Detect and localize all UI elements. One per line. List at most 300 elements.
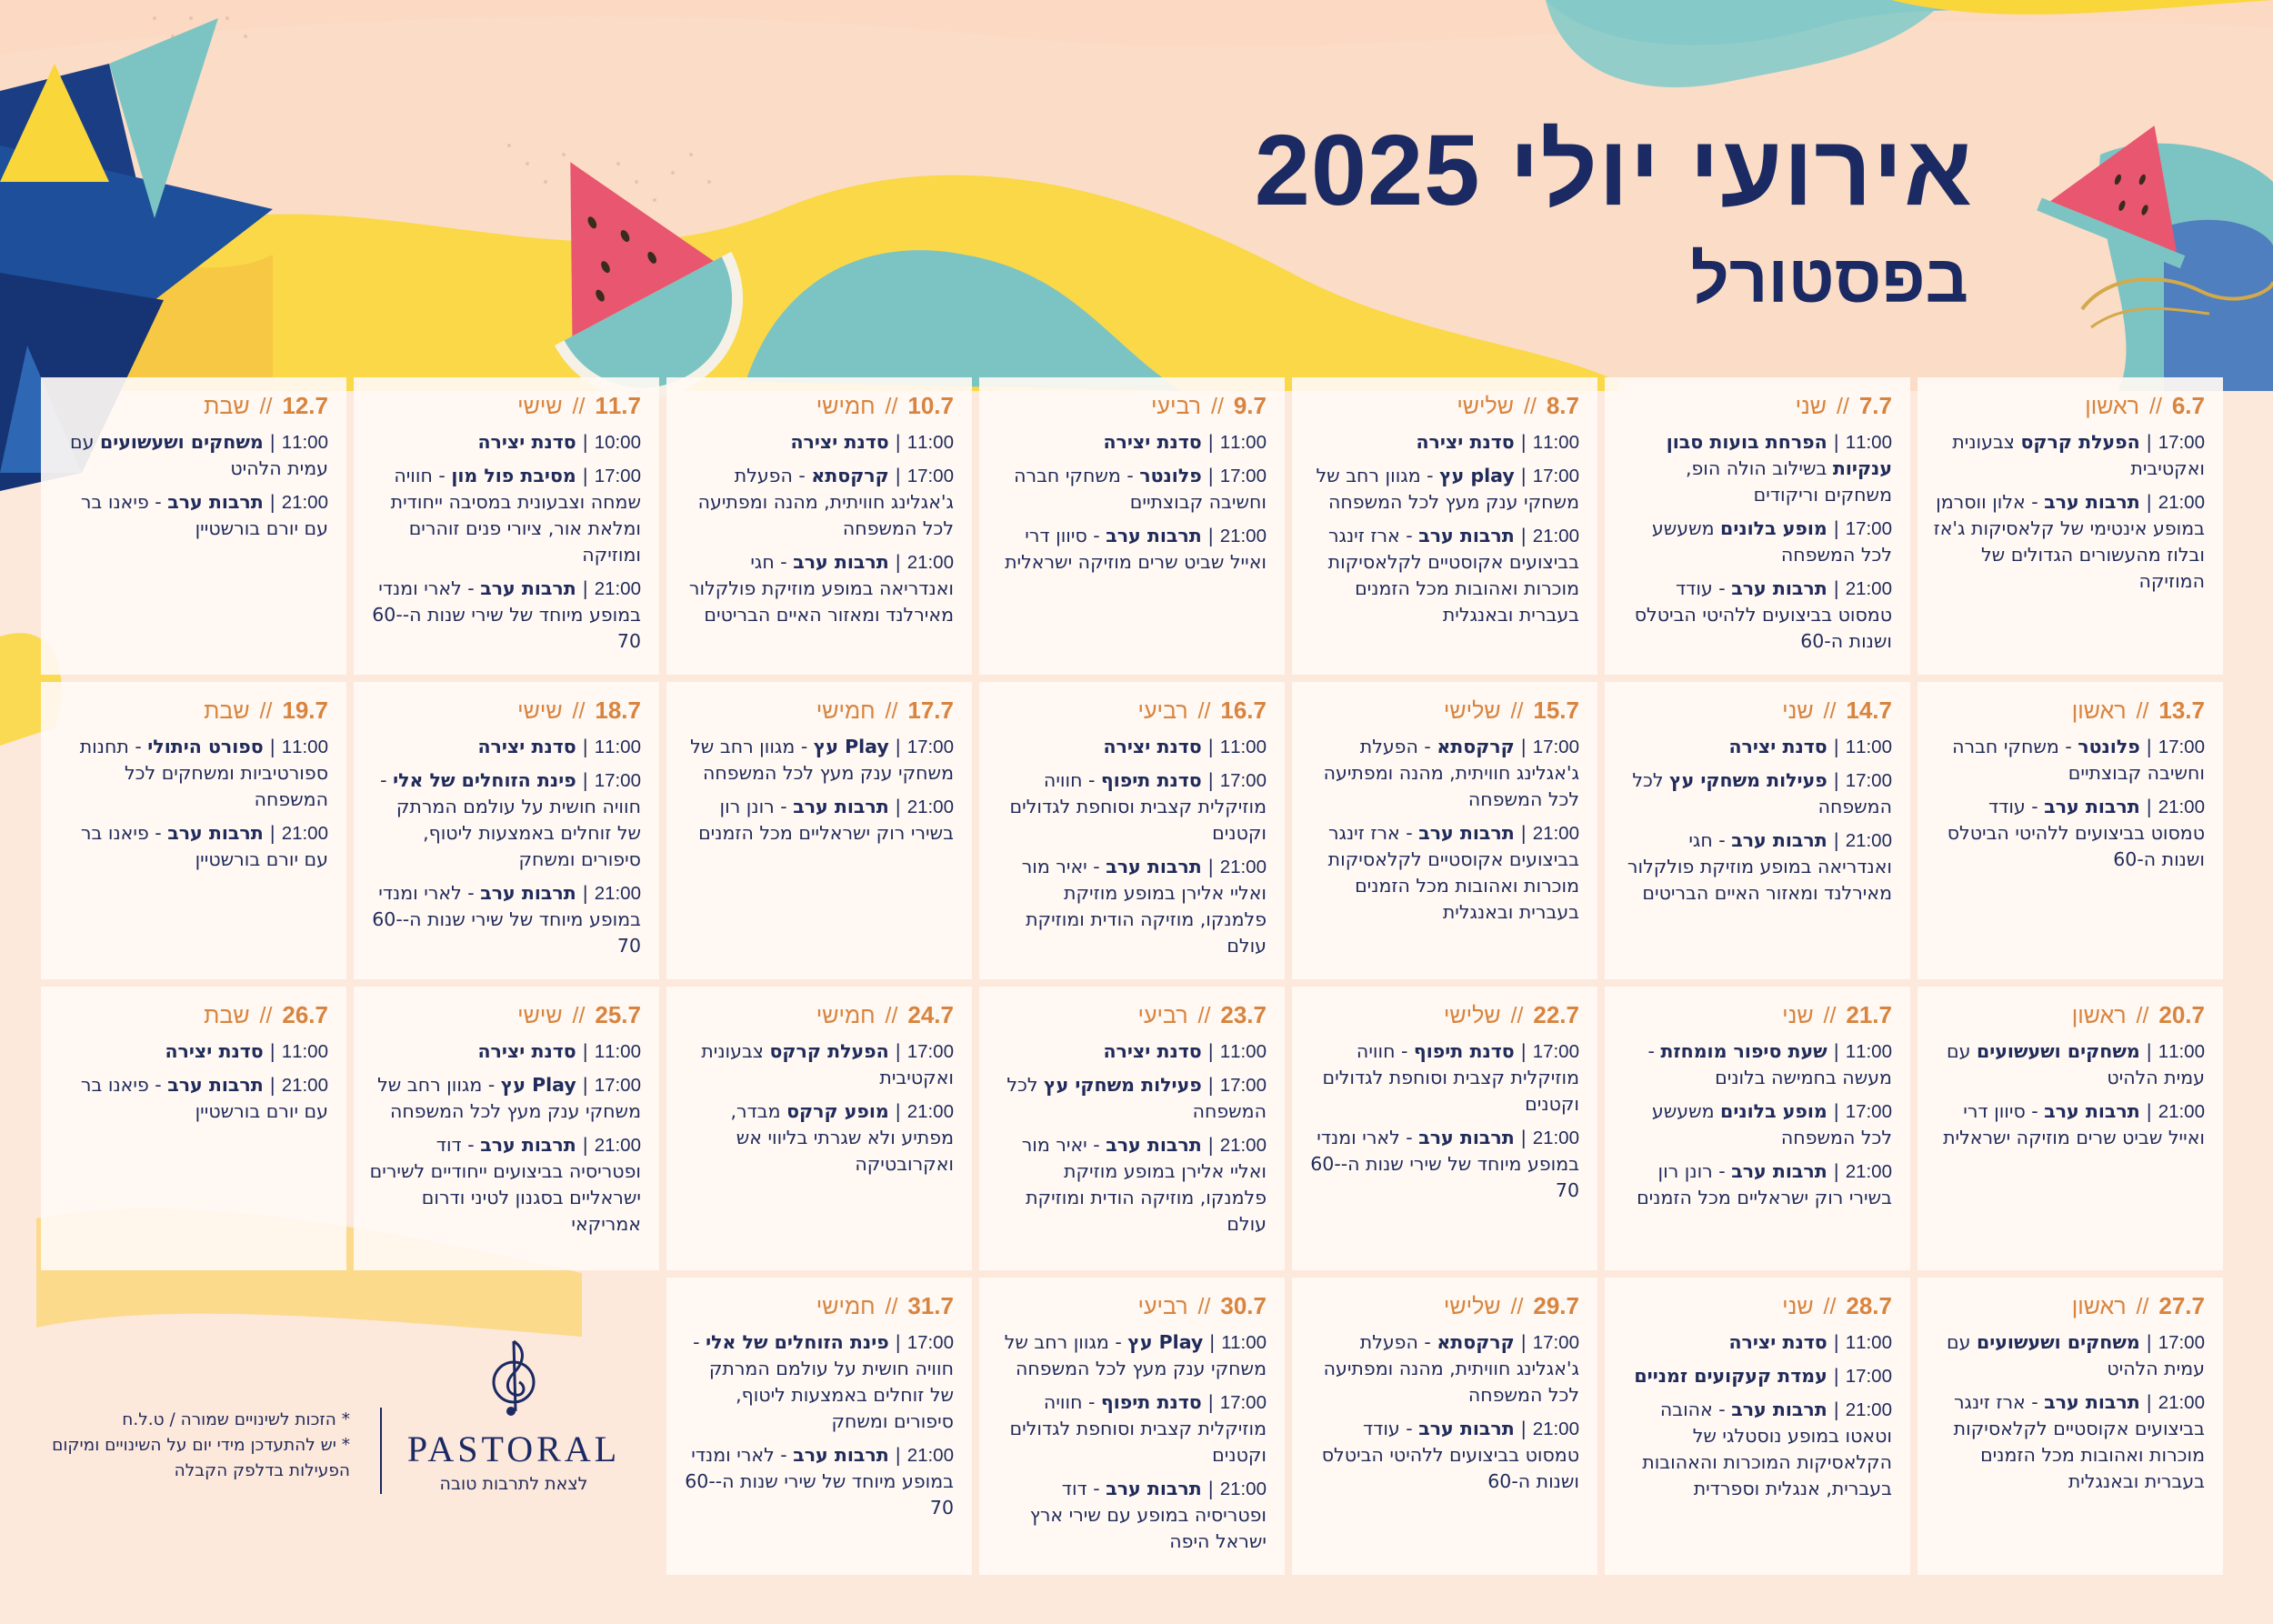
event-name: סדנת יצירה — [1103, 431, 1202, 453]
event-time: 17:00 — [1532, 466, 1579, 486]
event-description: - דוד ופטריסיה במופע עם שירי ארץ ישראל היפה — [1029, 1478, 1267, 1552]
day-header — [681, 1292, 954, 1320]
event-time: 17:00 — [594, 770, 641, 791]
day-name: רביעי — [1150, 394, 1202, 419]
day-name: שישי — [517, 394, 563, 419]
event-name: מופע קרקס — [786, 1100, 889, 1122]
event-item — [1619, 1363, 1892, 1389]
day-separator: // — [253, 394, 279, 419]
day-cell — [979, 377, 1285, 675]
event-item — [368, 880, 641, 959]
day-separator: // — [878, 394, 905, 419]
day-header — [1932, 392, 2205, 420]
event-time-separator: | — [1201, 1074, 1220, 1096]
day-cell — [1918, 1278, 2223, 1575]
event-name: שעת סיפור מומחזת — [1660, 1040, 1827, 1062]
event-name: סדנת יצירה — [1728, 1331, 1827, 1353]
event-time-separator: | — [263, 491, 282, 513]
event-time: 21:00 — [1219, 1479, 1267, 1499]
event-item — [1619, 429, 1892, 508]
event-description: - עודד טמסוט בביצועים ללהיטי הביטלס ושנות ה-60 — [1321, 1418, 1579, 1492]
day-date: 18.7 — [595, 697, 641, 724]
day-header — [1307, 1001, 1579, 1029]
day-cell — [1292, 1278, 1597, 1575]
event-time-separator: | — [2139, 1040, 2158, 1062]
event-item — [1932, 1038, 2205, 1091]
event-description: - לארי ומנדי במופע מיוחד של שירי שנות ה-60-70 — [1310, 1127, 1579, 1201]
event-time: 17:00 — [906, 737, 954, 757]
event-time: 21:00 — [1845, 1399, 1892, 1420]
event-item — [1619, 827, 1892, 907]
day-name: שבת — [204, 394, 250, 419]
event-name: תרבות ערב — [1418, 525, 1515, 546]
day-header — [1619, 697, 1892, 725]
day-date: 6.7 — [2171, 392, 2205, 419]
event-description: - פיאנו בר עם יורם בורשטיין — [80, 822, 328, 870]
event-name: פלונטר — [2078, 736, 2140, 757]
event-item — [1619, 1158, 1892, 1211]
event-description: - תחנות ספורטיביות ומשחקים לכל המשפחה — [79, 736, 328, 810]
event-time-separator: | — [2139, 796, 2158, 817]
day-header — [1619, 392, 1892, 420]
event-item — [681, 734, 954, 787]
event-item — [681, 463, 954, 542]
event-name: משחקים ושעשועים — [1976, 1040, 2140, 1062]
event-name: תרבות ערב — [1418, 1418, 1515, 1439]
event-time-separator: | — [1201, 856, 1220, 877]
event-name: תרבות ערב — [480, 1134, 576, 1156]
event-time-separator: | — [576, 1134, 595, 1156]
day-separator: // — [2129, 698, 2156, 724]
day-cell — [1292, 682, 1597, 979]
event-time: 21:00 — [1532, 1128, 1579, 1148]
event-time: 11:00 — [1845, 432, 1892, 453]
event-name: סדנת יצירה — [165, 1040, 264, 1062]
event-time-separator: | — [576, 1074, 595, 1096]
event-name: קרקסתא — [1437, 1331, 1515, 1353]
event-description: - חוויה שמחה וצבעונית במסיבה ייחודית ומלאת אור, ציורי פנים זוהרים ומוזיקה — [390, 465, 641, 566]
event-item — [994, 523, 1267, 576]
event-time: 21:00 — [906, 797, 954, 817]
event-time-separator: | — [1203, 1331, 1222, 1353]
day-date: 25.7 — [595, 1001, 641, 1028]
event-time-separator: | — [1514, 822, 1533, 844]
event-item — [1932, 1389, 2205, 1495]
event-name: מסיבת פול מון — [451, 465, 576, 486]
event-time: 21:00 — [1532, 526, 1579, 546]
event-name: מופע בלונים — [1720, 517, 1827, 539]
event-name: סדנת יצירה — [1416, 431, 1515, 453]
event-description: - עודד טמסוט בביצועים ללהיטי הביטלס ושנות ה-60 — [1634, 577, 1892, 652]
day-header — [1932, 1292, 2205, 1320]
event-time-separator: | — [1827, 1100, 1846, 1122]
event-name: סדנת יצירה — [1728, 736, 1827, 757]
event-time: 21:00 — [1845, 578, 1892, 599]
event-time-separator: | — [576, 577, 595, 599]
day-cell — [1918, 377, 2223, 675]
event-time-separator: | — [1827, 1160, 1846, 1182]
event-item — [1619, 516, 1892, 568]
event-time: 21:00 — [906, 552, 954, 573]
event-time: 21:00 — [1219, 857, 1267, 877]
event-item — [1619, 1038, 1892, 1091]
event-description: - חגי ואנדריאה במופע מוזיקת פולקלור מאירלנד ומאזור האיים הבריטים — [1627, 829, 1892, 904]
event-name: מופע בלונים — [1720, 1100, 1827, 1122]
event-time-separator: | — [1827, 1398, 1846, 1420]
event-time-separator: | — [888, 1444, 907, 1466]
event-description: - הפעלת ג'אגלינג חוויתית, מהנה ומפתיעה לכל המשפחה — [1323, 1331, 1579, 1406]
event-time: 21:00 — [2158, 1101, 2205, 1122]
day-separator: // — [1817, 1003, 1843, 1028]
day-name: חמישי — [816, 394, 876, 419]
day-header — [55, 697, 328, 725]
event-description: עם עמית הלהיט — [1946, 1331, 2205, 1379]
event-item — [1932, 794, 2205, 873]
day-header — [1932, 697, 2205, 725]
day-header — [994, 392, 1267, 420]
event-time: 21:00 — [2158, 797, 2205, 817]
event-time-separator: | — [263, 1074, 282, 1096]
day-name: שישי — [517, 1003, 563, 1028]
event-time-separator: | — [1201, 1040, 1220, 1062]
event-name: תרבות ערב — [1106, 1134, 1202, 1156]
day-cell — [1605, 987, 1910, 1270]
event-description: - לארי ומנדי במופע מיוחד של שירי שנות ה-60-70 — [685, 1444, 954, 1519]
day-cell — [1918, 682, 2223, 979]
event-time: 11:00 — [1219, 432, 1267, 453]
event-name: סדנת יצירה — [477, 431, 576, 453]
event-time-separator: | — [1514, 1418, 1533, 1439]
event-name: הפרחת בועות סבון ענקיות — [1666, 431, 1892, 479]
event-description: - מגוון רחב של משחקי ענק מעץ לכל המשפחה — [1004, 1331, 1267, 1379]
day-header — [1619, 1292, 1892, 1320]
day-cell — [1292, 377, 1597, 675]
day-cell — [41, 377, 346, 675]
event-time: 17:00 — [1532, 1041, 1579, 1062]
event-name: פעילות משחקי עץ — [1044, 1074, 1202, 1096]
day-header — [1619, 1001, 1892, 1029]
day-separator: // — [878, 698, 905, 724]
event-time: 11:00 — [1845, 1041, 1892, 1062]
day-cell — [41, 987, 346, 1270]
page-subtitle: בפסטורל — [1690, 240, 1968, 316]
event-time-separator: | — [1827, 1040, 1846, 1062]
event-item — [368, 429, 641, 456]
event-item — [1932, 429, 2205, 482]
event-time: 11:00 — [1845, 1332, 1892, 1353]
event-name: תרבות ערב — [793, 796, 889, 817]
day-header — [1307, 392, 1579, 420]
event-name: פלונטר — [1139, 465, 1202, 486]
event-description: - אלון ווסרמן במופע אינטימי של קלאסיקות ג'אז ובלוז מהעשורים הגדולים של המוזיקה — [1933, 491, 2205, 592]
event-description: עם עמית הלהיט — [69, 431, 328, 479]
event-time: 21:00 — [1845, 1161, 1892, 1182]
event-description: - יאיר מור ואליי אלירן במופע מוזיקת פלמנקו, מוזיקה הודית ומוזיקת עולם — [1021, 1134, 1267, 1235]
event-time-separator: | — [1514, 1127, 1533, 1148]
day-cell — [354, 377, 659, 675]
event-time: 17:00 — [1845, 770, 1892, 791]
event-item — [994, 734, 1267, 760]
event-item — [994, 1389, 1267, 1469]
event-item — [1619, 734, 1892, 760]
event-time: 17:00 — [1219, 1392, 1267, 1413]
event-item — [368, 463, 641, 568]
event-time: 11:00 — [1219, 737, 1267, 757]
event-time-separator: | — [1514, 431, 1533, 453]
logo-wordmark: PASTORAL — [406, 1429, 621, 1469]
day-cell — [354, 682, 659, 979]
event-time: 11:00 — [281, 1041, 328, 1062]
event-description: - אהובה וטאטו במופע נוסטלגי של הקלאסיקות המוכרות והאהובות בעברית, אנגלית וספרדית — [1642, 1398, 1892, 1499]
event-time-separator: | — [888, 431, 907, 453]
event-item — [994, 767, 1267, 847]
event-name: Play עץ — [500, 1074, 576, 1096]
day-header — [368, 697, 641, 725]
event-item — [994, 1329, 1267, 1382]
event-time: 21:00 — [281, 823, 328, 844]
event-time: 17:00 — [1219, 466, 1267, 486]
event-name: תרבות ערב — [2044, 491, 2140, 513]
day-separator: // — [878, 1294, 905, 1319]
day-header — [681, 1001, 954, 1029]
event-name: משחקים ושעשועים — [99, 431, 264, 453]
day-separator: // — [1191, 1003, 1217, 1028]
day-date: 20.7 — [2158, 1001, 2205, 1028]
day-date: 7.7 — [1858, 392, 1892, 419]
event-description: - יאיר מור ואליי אלירן במופע מוזיקת פלמנקו, מוזיקה הודית ומוזיקת עולם — [1021, 856, 1267, 957]
day-date: 13.7 — [2158, 697, 2205, 724]
event-time: 17:00 — [906, 466, 954, 486]
event-time-separator: | — [576, 1040, 595, 1062]
event-item — [1619, 767, 1892, 820]
day-separator: // — [566, 1003, 592, 1028]
event-name: סדנת תיפוף — [1100, 1391, 1202, 1413]
day-name: שלישי — [1443, 1294, 1501, 1319]
event-name: תרבות ערב — [1731, 829, 1827, 851]
day-date: 15.7 — [1533, 697, 1579, 724]
day-name: חמישי — [816, 1003, 876, 1028]
event-item — [1619, 1329, 1892, 1356]
event-time-separator: | — [1201, 525, 1220, 546]
day-date: 14.7 — [1846, 697, 1892, 724]
event-time-separator: | — [1201, 465, 1220, 486]
day-name: ראשון — [2085, 394, 2140, 419]
event-time: 17:00 — [1845, 1366, 1892, 1387]
event-name: תרבות ערב — [167, 491, 264, 513]
event-time-separator: | — [576, 882, 595, 904]
event-name: משחקים ושעשועים — [1976, 1331, 2140, 1353]
day-header — [1307, 1292, 1579, 1320]
day-name: רביעי — [1137, 698, 1188, 724]
treble-clef-icon — [486, 1337, 541, 1418]
event-time: 21:00 — [906, 1445, 954, 1466]
event-time-separator: | — [1514, 736, 1533, 757]
day-separator: // — [1517, 394, 1543, 419]
event-time: 17:00 — [2158, 1332, 2205, 1353]
event-name: תרבות ערב — [2044, 1391, 2140, 1413]
event-item — [994, 1476, 1267, 1555]
day-cell — [1605, 1278, 1910, 1575]
day-date: 10.7 — [907, 392, 954, 419]
event-time-separator: | — [2139, 491, 2158, 513]
event-item — [994, 854, 1267, 959]
event-description: - ארז זינגר בביצועים אקוסטיים לקלאסיקות מוכרות ואהובות מכל הזמנים בעברית ובאנגלית — [1953, 1391, 2205, 1492]
day-name: חמישי — [816, 1294, 876, 1319]
event-time: 21:00 — [594, 578, 641, 599]
event-item — [55, 820, 328, 873]
day-name: שני — [1782, 1003, 1814, 1028]
event-time-separator: | — [576, 736, 595, 757]
event-time: 21:00 — [281, 1075, 328, 1096]
event-time-separator: | — [888, 796, 907, 817]
event-name: סדנת יצירה — [477, 736, 576, 757]
day-cell — [1292, 987, 1597, 1270]
event-time-separator: | — [1514, 1331, 1533, 1353]
day-cell — [1605, 682, 1910, 979]
event-item — [681, 1038, 954, 1091]
day-cell — [666, 1278, 972, 1575]
event-description: - מגוון רחב של משחקי ענק מעץ לכל המשפחה — [690, 736, 954, 784]
event-time-separator: | — [1201, 431, 1220, 453]
event-name: ספורט היתולי — [147, 736, 264, 757]
event-item — [994, 1038, 1267, 1065]
event-name: סדנת תיפוף — [1413, 1040, 1515, 1062]
event-item — [681, 549, 954, 628]
event-item — [1307, 820, 1579, 926]
event-name: הפעלת קרקס — [769, 1040, 889, 1062]
event-item — [994, 463, 1267, 516]
event-time-separator: | — [2139, 431, 2158, 453]
event-time: 11:00 — [906, 432, 954, 453]
event-time: 11:00 — [2158, 1041, 2205, 1062]
event-time: 21:00 — [594, 1135, 641, 1156]
event-time-separator: | — [1827, 1331, 1846, 1353]
event-item — [368, 576, 641, 655]
day-date: 26.7 — [282, 1001, 328, 1028]
day-name: ראשון — [2071, 1294, 2127, 1319]
event-time-separator: | — [888, 465, 907, 486]
event-name: תרבות ערב — [167, 1074, 264, 1096]
day-header — [368, 392, 641, 420]
day-date: 29.7 — [1533, 1292, 1579, 1319]
day-date: 11.7 — [595, 392, 641, 419]
day-date: 30.7 — [1220, 1292, 1267, 1319]
day-name: שני — [1782, 698, 1814, 724]
day-separator: // — [1504, 1003, 1530, 1028]
day-date: 23.7 — [1220, 1001, 1267, 1028]
event-item — [368, 1132, 641, 1238]
day-separator: // — [1817, 698, 1843, 724]
event-time: 11:00 — [281, 432, 328, 453]
event-item — [1619, 576, 1892, 655]
day-date: 17.7 — [907, 697, 954, 724]
day-header — [994, 1292, 1267, 1320]
event-item — [1932, 1329, 2205, 1382]
event-name: תרבות ערב — [1106, 856, 1202, 877]
event-name: סדנת יצירה — [477, 1040, 576, 1062]
day-name: חמישי — [816, 698, 876, 724]
event-time: 17:00 — [594, 466, 641, 486]
event-item — [1307, 1038, 1579, 1118]
day-separator: // — [1191, 698, 1217, 724]
event-item — [368, 734, 641, 760]
event-description: - לארי ומנדי במופע מיוחד של שירי שנות ה-60-70 — [372, 577, 641, 652]
event-time: 21:00 — [1532, 1418, 1579, 1439]
event-time-separator: | — [2139, 1391, 2158, 1413]
event-name: פינת הזוחלים של אלי — [393, 769, 576, 791]
event-time: 11:00 — [281, 737, 328, 757]
event-description: בשילוב הולה הופ, משחקים וריקודים — [1685, 457, 1892, 506]
event-time: 17:00 — [2158, 432, 2205, 453]
day-date: 22.7 — [1533, 1001, 1579, 1028]
event-description: - רונן רון בשירי רוק ישראליים מכל הזמנים — [698, 796, 954, 844]
day-date: 19.7 — [282, 697, 328, 724]
event-item — [1307, 1416, 1579, 1495]
event-time: 17:00 — [1219, 770, 1267, 791]
event-name: תרבות ערב — [2044, 796, 2140, 817]
event-item — [55, 429, 328, 482]
event-time-separator: | — [1827, 517, 1846, 539]
event-name: תרבות ערב — [1418, 822, 1515, 844]
event-description: משעשע לכל המשפחה — [1651, 517, 1892, 566]
day-separator: // — [566, 698, 592, 724]
event-name: תרבות ערב — [1106, 1478, 1202, 1499]
event-item — [55, 734, 328, 813]
event-time-separator: | — [2139, 1331, 2158, 1353]
event-description: - לארי ומנדי במופע מיוחד של שירי שנות ה-60-70 — [372, 882, 641, 957]
event-name: קרקסתא — [811, 465, 889, 486]
day-header — [55, 392, 328, 420]
event-item — [681, 794, 954, 847]
day-date: 27.7 — [2158, 1292, 2205, 1319]
event-time-separator: | — [888, 1100, 907, 1122]
event-name: Play עץ — [1127, 1331, 1204, 1353]
day-header — [994, 697, 1267, 725]
event-name: תרבות ערב — [1731, 577, 1827, 599]
day-date: 24.7 — [907, 1001, 954, 1028]
event-time-separator: | — [263, 1040, 282, 1062]
event-time: 17:00 — [906, 1332, 954, 1353]
event-time: 21:00 — [1219, 1135, 1267, 1156]
event-item — [681, 1098, 954, 1178]
day-date: 16.7 — [1220, 697, 1267, 724]
day-name: שבת — [204, 1003, 250, 1028]
event-time: 17:00 — [1532, 737, 1579, 757]
event-time-separator: | — [576, 465, 595, 486]
event-time-separator: | — [888, 736, 907, 757]
day-name: שלישי — [1443, 698, 1501, 724]
event-time: 17:00 — [1845, 1101, 1892, 1122]
logo-tagline: לצאת לתרבות טובה — [439, 1474, 588, 1494]
event-time: 10:00 — [594, 432, 641, 453]
event-description: - ארז זינגר בביצועים אקוסטיים לקלאסיקות מוכרות ואהובות מכל הזמנים בעברית ובאנגלית — [1327, 525, 1579, 626]
event-item — [55, 1038, 328, 1065]
event-time: 11:00 — [594, 737, 641, 757]
event-description: לכל המשפחה — [1006, 1074, 1267, 1122]
event-item — [368, 1072, 641, 1125]
event-time-separator: | — [2139, 1100, 2158, 1122]
event-time: 21:00 — [906, 1101, 954, 1122]
event-item — [1932, 734, 2205, 787]
event-time-separator: | — [1201, 769, 1220, 791]
event-name: תרבות ערב — [793, 1444, 889, 1466]
day-cell — [979, 987, 1285, 1270]
event-time-separator: | — [1201, 1134, 1220, 1156]
event-item — [994, 429, 1267, 456]
event-time: 17:00 — [1845, 518, 1892, 539]
event-item — [1307, 429, 1579, 456]
day-name: שני — [1795, 394, 1827, 419]
